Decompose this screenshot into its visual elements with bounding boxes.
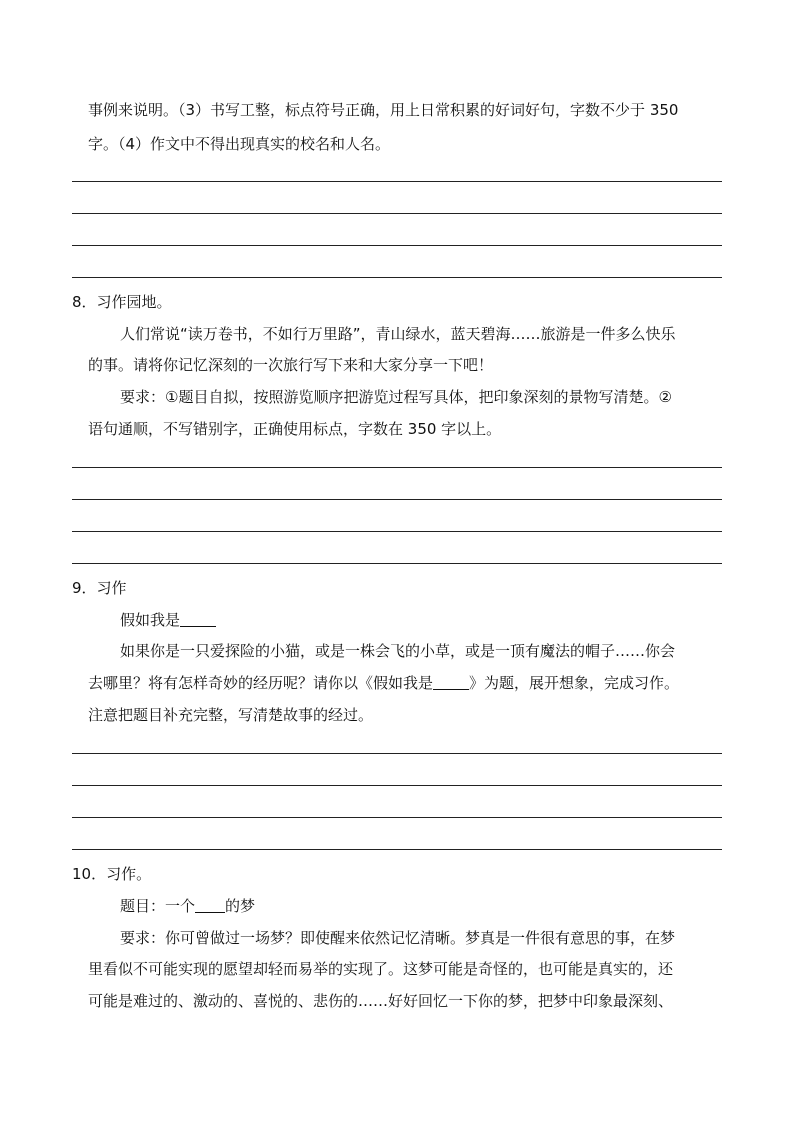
writing-line[interactable] [72, 817, 722, 818]
writing-line[interactable] [72, 181, 722, 182]
writing-line[interactable] [72, 785, 722, 786]
q9-title-prefix: 假如我是 [120, 611, 181, 629]
intro-line-1: 事例来说明。（3）书写工整，标点符号正确，用上日常积累的好词好句，字数不少于 350 [88, 101, 679, 119]
question-9-heading: 9．习作 [72, 579, 127, 597]
q9-title [120, 610, 216, 630]
writing-line[interactable] [72, 213, 722, 214]
q8-paragraph-line-1: 人们常说“读万卷书，不如行万里路”，青山绿水，蓝天碧海……旅游是一件多么快乐 [120, 325, 676, 343]
intro-line-2: 字。（4）作文中不得出现真实的校名和人名。 [88, 135, 391, 153]
writing-line[interactable] [72, 245, 722, 246]
q9-line2-part-b: 》为题，展开想象，完成习作。 [469, 674, 680, 692]
q10-title-part-a: 题目：一个 [120, 897, 196, 915]
question-8-heading: 8．习作园地。 [72, 293, 172, 311]
writing-line[interactable] [72, 753, 722, 754]
q10-requirement-line-2: 里看似不可能实现的愿望却轻而易举的实现了。这梦可能是奇怪的，也可能是真实的，还 [88, 960, 674, 978]
q9-paragraph-line-2 [88, 673, 679, 693]
title-blank[interactable] [433, 675, 469, 690]
q10-requirement-line-1: 要求：你可曾做过一场梦？即使醒来依然记忆清晰。梦真是一件很有意思的事，在梦 [120, 929, 676, 947]
q9-line2-part-a: 去哪里？将有怎样奇妙的经历呢？请你以《假如我是 [88, 674, 434, 692]
q8-requirement-line-2: 语句通顺，不写错别字，正确使用标点，字数在 350 字以上。 [88, 420, 502, 438]
writing-line[interactable] [72, 563, 722, 564]
writing-line[interactable] [72, 531, 722, 532]
writing-line[interactable] [72, 499, 722, 500]
question-10-heading: 10．习作。 [72, 865, 152, 883]
q8-paragraph-line-2: 的事。请将你记忆深刻的一次旅行写下来和大家分享一下吧！ [88, 356, 494, 374]
q10-title [120, 896, 255, 916]
q8-requirement-line-1: 要求：①题目自拟，按照游览顺序把游览过程写具体，把印象深刻的景物写清楚。② [120, 388, 672, 406]
writing-line[interactable] [72, 467, 722, 468]
title-blank[interactable] [195, 898, 225, 913]
q9-paragraph-line-1: 如果你是一只爱探险的小猫，或是一株会飞的小草，或是一顶有魔法的帽子……你会 [120, 642, 676, 660]
title-blank[interactable] [180, 612, 216, 627]
q9-paragraph-line-3: 注意把题目补充完整，写清楚故事的经过。 [88, 706, 374, 724]
writing-line[interactable] [72, 277, 722, 278]
writing-line[interactable] [72, 849, 722, 850]
q10-requirement-line-3: 可能是难过的、激动的、喜悦的、悲伤的……好好回忆一下你的梦，把梦中印象最深刻、 [88, 992, 674, 1010]
q10-title-part-b: 的梦 [225, 897, 256, 915]
